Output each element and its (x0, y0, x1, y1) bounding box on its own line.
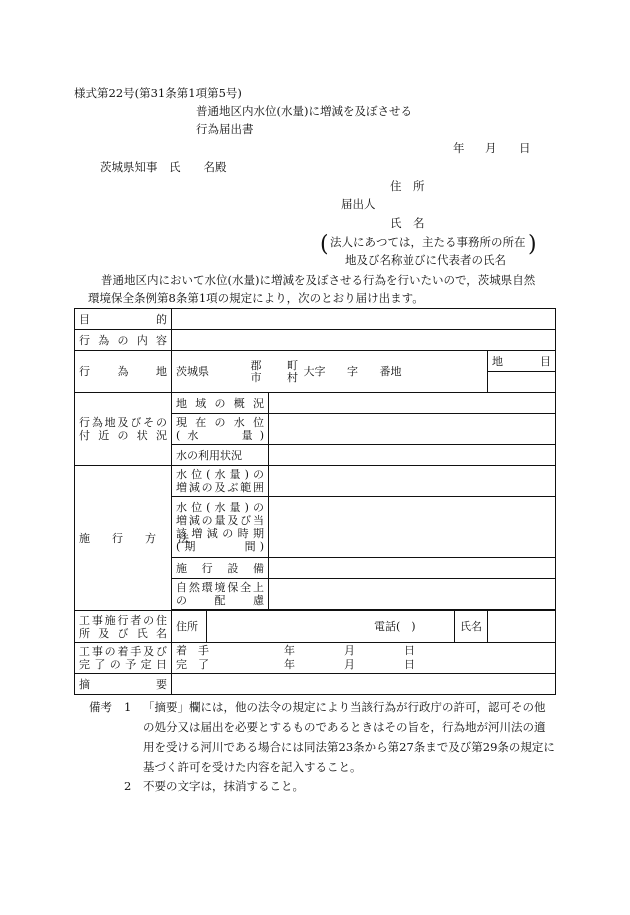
address-label: 住 所 (390, 179, 425, 193)
shi-label: 市 (250, 370, 262, 384)
corp-note-line1: 法人にあつては，主たる事務所の所在 (330, 235, 526, 249)
chimoku-field[interactable] (488, 372, 556, 393)
notification-form-table (74, 308, 556, 695)
purpose-label: 目 的 (75, 309, 172, 330)
summary-label: 摘 要 (75, 674, 172, 695)
gun-label: 郡 (250, 358, 262, 372)
row-act-content (75, 330, 556, 351)
form-title-line1: 普通地区内水位(水量)に増減を及ぼさせる (196, 104, 412, 118)
complete-year-label: 年 (284, 658, 295, 671)
aza-label: 字 (347, 364, 358, 378)
gun-shi-stack (251, 360, 262, 384)
facilities-field[interactable] (269, 558, 556, 579)
start-month-label: 月 (344, 644, 355, 657)
consideration-field[interactable] (269, 579, 556, 610)
amount-field[interactable] (269, 497, 556, 558)
contractor-label-line2: 所及び氏名 (79, 626, 167, 640)
date-year-label: 年 (453, 141, 465, 155)
intro-line1: 普通地区内において水位(水量)に増減を及ぼさせる行為を行いたいので，茨城県自然 (101, 273, 536, 287)
act-place-label: 行 為 地 (75, 351, 172, 393)
amount-label-line4: (期 間) (176, 540, 264, 553)
area-overview-label: 地域の概況 (172, 393, 269, 414)
notes-label: 備考 (89, 700, 112, 714)
amount-label (172, 497, 269, 558)
contractor-name-field[interactable] (488, 611, 556, 643)
corp-note-line2: 地及び名称並びに代表者の氏名 (345, 253, 506, 267)
note-1-line4: 基づく許可を受けた内容を記入すること。 (143, 760, 362, 774)
contractor-label-line1: 工事施行者の住 (79, 613, 167, 627)
row-schedule (75, 643, 556, 674)
row-act-place (75, 351, 556, 372)
act-content-label: 行為の内容 (75, 330, 172, 351)
note-2-text: 不要の文字は，抹消すること。 (143, 779, 304, 793)
water-level-label-line1: 現在の水位 (176, 416, 264, 429)
mura-label: 村 (287, 370, 298, 384)
method-label: 施 行 方 法 (75, 466, 172, 611)
surroundings-label-line2: 付近の状況 (79, 429, 167, 442)
consideration-label-line2: の 配 慮 (176, 594, 264, 607)
area-overview-field[interactable] (269, 393, 556, 414)
note-1-line1: 「摘要」欄には，他の法令の規定により当該行為が行政庁の許可，認可その他 (143, 700, 546, 714)
facilities-label: 施 行 設 備 (172, 558, 269, 579)
summary-field[interactable] (172, 674, 556, 695)
form-number: 様式第22号(第31条第1項第5号) (74, 86, 242, 100)
date-day-label: 日 (519, 141, 531, 155)
date-month-label: 月 (485, 141, 497, 155)
water-level-field[interactable] (269, 414, 556, 445)
row-area-overview (75, 393, 556, 414)
complete-label: 完 了 (176, 658, 209, 671)
water-use-label: 水の利用状況 (172, 445, 269, 466)
note-1-number: 1 (124, 700, 132, 714)
schedule-label (75, 643, 172, 674)
contractor-phone-label: 電話( ) (374, 620, 416, 633)
row-summary (75, 674, 556, 695)
row-contractor (75, 611, 556, 643)
surroundings-label (75, 393, 172, 466)
water-use-field[interactable] (269, 445, 556, 466)
contractor-label (75, 611, 172, 643)
complete-day-label: 日 (404, 658, 415, 671)
range-label-line1: 水位(水量)の (176, 468, 264, 481)
form-title-line2: 行為届出書 (196, 122, 254, 136)
start-day-label: 日 (404, 644, 415, 657)
note-1-line2: の処分又は届出を必要とするものであるときはその旨を，行為地が河川法の適 (143, 720, 546, 734)
act-place-field[interactable] (172, 351, 488, 393)
purpose-field[interactable] (172, 309, 556, 330)
consideration-label (172, 579, 269, 610)
consideration-label-line1: 自然環境保全上 (176, 581, 264, 594)
water-level-label (172, 414, 269, 445)
schedule-field[interactable] (172, 643, 556, 674)
note-2-number: 2 (124, 779, 132, 793)
surroundings-label-line1: 行為地及びその (79, 416, 167, 429)
row-purpose (75, 309, 556, 330)
oaza-label: 大字 (303, 364, 326, 378)
schedule-label-line2: 完了の予定日 (79, 658, 167, 671)
complete-month-label: 月 (344, 658, 355, 671)
amount-label-line3: 該増減の時期 (176, 527, 264, 540)
start-date-row (176, 644, 555, 658)
machi-label: 町 (287, 358, 298, 372)
range-label-line2: 増減の及ぶ範囲 (176, 481, 264, 494)
range-label (172, 466, 269, 497)
complete-date-row (176, 658, 555, 672)
start-year-label: 年 (284, 644, 295, 657)
contractor-address-cell (172, 611, 455, 643)
act-content-field[interactable] (172, 330, 556, 351)
water-level-label-line2: (水 量) (176, 429, 264, 442)
addressee: 茨城県知事 氏 名殿 (100, 160, 227, 174)
machi-mura-stack (287, 360, 298, 384)
left-brace: ( (320, 232, 329, 257)
range-field[interactable] (269, 466, 556, 497)
contractor-name-label: 氏名 (455, 611, 488, 643)
right-brace: ) (528, 232, 537, 257)
intro-line2: 環境保全条例第8条第1項の規定により，次のとおり届け出ます。 (88, 291, 424, 305)
note-1-line3: 用を受ける河川である場合には同法第23条から第27条まで及び第29条の規定に (143, 740, 555, 754)
amount-label-line1: 水位(水量)の (176, 501, 264, 514)
contractor-address-label: 住所 (172, 611, 207, 642)
row-range (75, 466, 556, 497)
prefecture-label: 茨城県 (176, 364, 209, 378)
name-label: 氏 名 (390, 216, 425, 230)
chimoku-label: 地 目 (488, 351, 556, 372)
banchi-label: 番地 (379, 364, 402, 378)
amount-label-line2: 増減の量及び当 (176, 514, 264, 527)
schedule-label-line1: 工事の着手及び (79, 645, 167, 658)
start-label: 着 手 (176, 644, 209, 657)
notifier-label: 届出人 (341, 197, 376, 211)
